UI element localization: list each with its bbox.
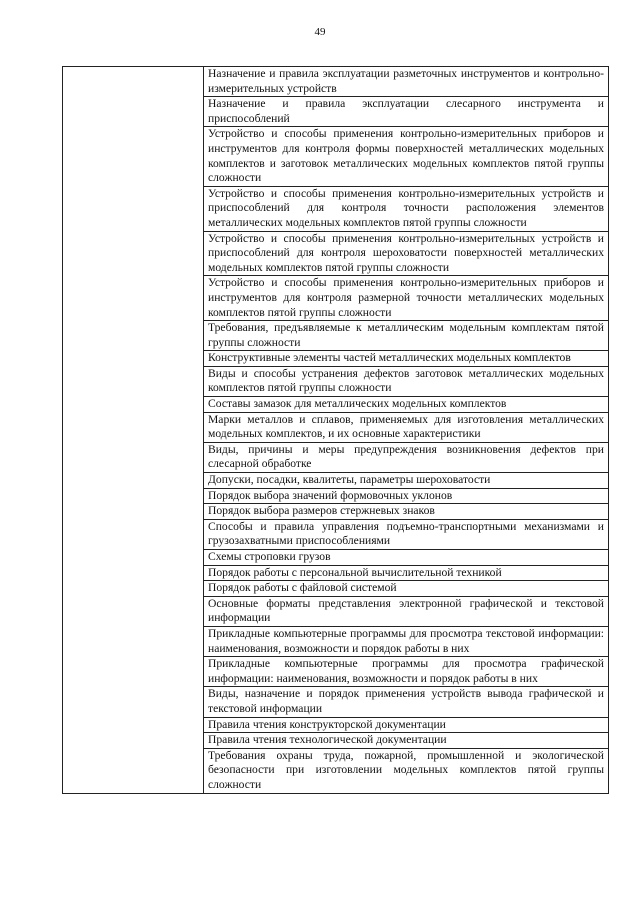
requirement-cell: Требования охраны труда, пожарной, промышленной и экологической безопасности при изготовлении модельных комплектов пятой группы сложности	[204, 748, 609, 793]
requirement-cell: Устройство и способы применения контрольно-измерительных приборов и инструментов для контроля размерной точности металлических модельных комплектов пятой группы сложности	[204, 276, 609, 321]
requirement-cell: Порядок работы с файловой системой	[204, 581, 609, 597]
requirement-cell: Марки металлов и сплавов, применяемых для изготовления металлических модельных комплектов, и их основные характеристики	[204, 412, 609, 442]
requirement-cell: Схемы строповки грузов	[204, 550, 609, 566]
requirement-cell: Виды, назначение и порядок применения устройств вывода графической и текстовой информации	[204, 687, 609, 717]
row-header-cell	[63, 67, 204, 794]
requirement-cell: Назначение и правила эксплуатации разметочных инструментов и контрольно-измерительных устройств	[204, 67, 609, 97]
requirement-cell: Устройство и способы применения контрольно-измерительных устройств и приспособлений для контроля точности расположения элементов металлических модельных комплектов пятой группы сложности	[204, 186, 609, 231]
page-number: 49	[314, 26, 326, 38]
requirement-cell: Основные форматы представления электронной графической и текстовой информации	[204, 596, 609, 626]
requirement-cell: Правила чтения конструкторской документации	[204, 717, 609, 733]
requirement-cell: Назначение и правила эксплуатации слесарного инструмента и приспособлений	[204, 97, 609, 127]
requirement-cell: Виды и способы устранения дефектов заготовок металлических модельных комплектов пятой группы сложности	[204, 366, 609, 396]
requirement-cell: Прикладные компьютерные программы для просмотра текстовой информации: наименования, возможности и порядок работы в них	[204, 626, 609, 656]
requirement-cell: Правила чтения технологической документации	[204, 733, 609, 749]
requirement-cell: Прикладные компьютерные программы для просмотра графической информации: наименования, возможности и порядок работы в них	[204, 657, 609, 687]
requirement-cell: Составы замазок для металлических модельных комплектов	[204, 397, 609, 413]
requirement-cell: Порядок выбора размеров стержневых знаков	[204, 504, 609, 520]
requirements-table-body	[63, 67, 609, 794]
requirement-cell: Устройство и способы применения контрольно-измерительных устройств и приспособлений для контроля шероховатости поверхностей металлических модельных комплектов пятой группы сложности	[204, 231, 609, 276]
table-row	[63, 67, 609, 97]
requirement-cell: Допуски, посадки, квалитеты, параметры шероховатости	[204, 473, 609, 489]
requirement-cell: Порядок работы с персональной вычислительной техникой	[204, 565, 609, 581]
requirement-cell: Устройство и способы применения контрольно-измерительных приборов и инструментов для контроля формы поверхностей металлических модельных комплектов и заготовок металлических модельных комплектов пятой группы сложности	[204, 127, 609, 186]
requirement-cell: Требования, предъявляемые к металлическим модельным комплектам пятой группы сложности	[204, 321, 609, 351]
requirement-cell: Способы и правила управления подъемно-транспортными механизмами и грузозахватными приспособлениями	[204, 519, 609, 549]
requirement-cell: Конструктивные элементы частей металлических модельных комплектов	[204, 351, 609, 367]
requirement-cell: Порядок выбора значений формовочных уклонов	[204, 488, 609, 504]
requirement-cell: Виды, причины и меры предупреждения возникновения дефектов при слесарной обработке	[204, 442, 609, 472]
requirements-table	[62, 66, 609, 794]
